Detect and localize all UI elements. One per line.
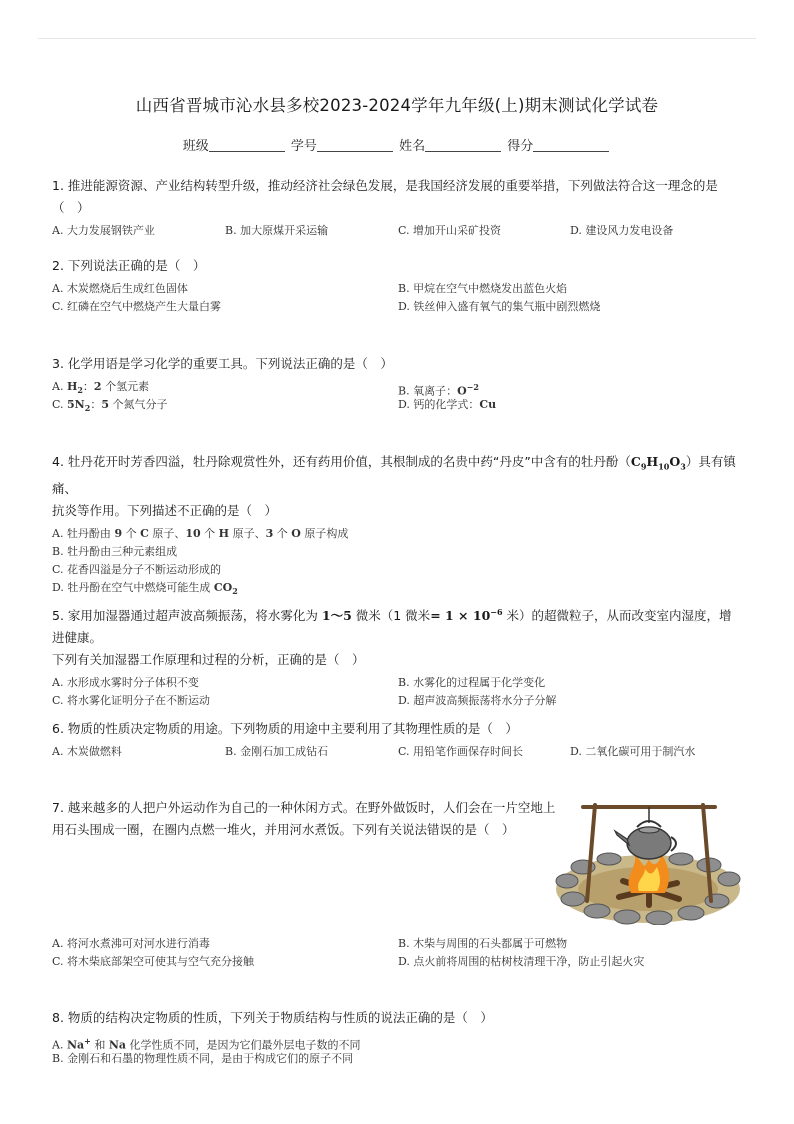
question-4: [52, 451, 744, 597]
q3-option-c: C. $5N_2$：5 个氮气分子: [52, 398, 168, 414]
kettle-icon: [615, 821, 676, 859]
q3-a-formula: H: [66, 380, 78, 393]
header-divider: [38, 38, 756, 39]
question-3: [52, 353, 744, 414]
q6-option-a: A. 木炭做燃料: [52, 745, 122, 758]
campfire-kettle-illustration: [553, 797, 743, 925]
question-8: [52, 1007, 744, 1068]
question-2: [52, 255, 744, 316]
q7-option-c: C. 将木柴底部架空可使其与空气充分接触: [52, 955, 255, 968]
q3-option-a: A. $H_2$：2 个氢元素: [52, 380, 150, 396]
q4-option-b: B. 牡丹酚由三种元素组成: [52, 544, 178, 558]
question-3-stem: 3. 化学用语是学习化学的重要工具。下列说法正确的是（ ）: [52, 356, 393, 371]
q2-option-a: A. 木炭燃烧后生成红色固体: [52, 282, 188, 295]
question-4-stem: 4. 牡丹花开时芳香四溢，牡丹除观赏性外，还有药用价值，其根制成的名贵中药“丹皮”中含有的牡丹酚$(C_9H_{10}O_3)$具有镇痛、 抗炎等作用。下列描述不正确的是（ ）: [52, 454, 736, 518]
q7-option-b: B. 木柴与周围的石头都属于可燃物: [398, 937, 568, 950]
q5-option-b: B. 水雾化的过程属于化学变化: [398, 676, 546, 690]
question-7-options: [52, 935, 744, 971]
q3-c-formula: 5N: [67, 398, 85, 411]
q5-option-a: A. 水形成水雾时分子体积不变: [52, 676, 199, 690]
question-1: [52, 175, 744, 240]
q1-option-b: B. 加大原煤开采运输: [225, 224, 329, 237]
q4-option-c: C. 花香四溢是分子不断运动形成的: [52, 562, 222, 576]
q5-option-d: D. 超声波高频振荡将水分子分解: [398, 694, 557, 708]
q2-option-b: B. 甲烷在空气中燃烧发出蓝色火焰: [398, 282, 568, 295]
score-blank[interactable]: [533, 139, 609, 152]
question-7-stem: 7. 越来越多的人把户外运动作为自己的一种休闲方式。在野外做饭时，人们会在一片空地上 用石头围成一圈，在圈内点燃一堆火，并用河水煮饭。下列有关说法错误的是（ ）: [52, 800, 556, 837]
name-label: 姓名: [399, 139, 426, 154]
q4-option-a: A. 牡丹酚由 9 个 C 原子、10 个 H 原子、3 个 O 原子构成: [52, 526, 349, 540]
question-5: [52, 601, 744, 710]
question-8-stem: 8. 物质的结构决定物质的性质，下列关于物质结构与性质的说法正确的是（ ）: [52, 1010, 493, 1025]
q6-option-d: D. 二氧化碳可用于制汽水: [570, 745, 696, 758]
q1-option-a: A. 大力发展钢铁产业: [52, 224, 155, 237]
name-blank[interactable]: [425, 139, 501, 152]
question-6-stem: 6. 物质的性质决定物质的用途。下列物质的用途中主要利用了其物理性质的是（ ）: [52, 721, 518, 736]
student-info-line: [0, 135, 794, 154]
question-2-stem: 2. 下列说法正确的是（ ）: [52, 258, 206, 273]
class-blank[interactable]: [209, 139, 285, 152]
q4-option-d: D. 牡丹酚在空气中燃烧可能生成 $CO_2$: [52, 580, 238, 596]
number-label: 学号: [290, 139, 317, 154]
page-title: 山西省晋城市沁水县多校2023-2024学年九年级(上)期末测试化学试卷: [135, 96, 659, 115]
q7-option-a: A. 将河水煮沸可对河水进行消毒: [52, 937, 210, 950]
q3-option-d: D. 钙的化学式：Cu: [398, 398, 497, 411]
question-1-stem: 1. 推进能源资源、产业结构转型升级，推动经济社会绿色发展，是我国经济发展的重要举措，下列做法符合这一理念的是（ ）: [52, 178, 718, 215]
q3-d-formula: Cu: [479, 398, 497, 411]
q1-option-d: D. 建设风力发电设备: [570, 224, 674, 237]
q6-option-c: C. 用铅笔作画保存时间长: [398, 745, 524, 758]
question-6: [52, 718, 744, 761]
q7-option-d: D. 点火前将周围的枯树枝清理干净，防止引起火灾: [398, 955, 645, 968]
q5-option-c: C. 将水雾化证明分子在不断运动: [52, 694, 211, 708]
class-label: 班级: [182, 139, 209, 154]
score-label: 得分: [507, 139, 534, 154]
q1-option-c: C. 增加开山采矿投资: [398, 224, 502, 237]
q8-option-a: A. Na+ 和 Na 化学性质不同，是因为它们最外层电子数的不同: [52, 1036, 361, 1052]
q8-option-b: B. 金刚石和石墨的物理性质不同，是由于构成它们的原子不同: [52, 1052, 354, 1065]
number-blank[interactable]: [317, 139, 393, 152]
q3-b-formula: O: [457, 384, 467, 398]
q3-option-b: B. 氧离子：$O^{-2}$: [398, 382, 479, 398]
question-5-stem: 5. 家用加湿器通过超声波高频振荡，将水雾化为 1～5 微米（1 微米= $1 \times 10^{-6}$ 米）的超微粒子，从而改变室内湿度，增进健康。 下列有关加湿器工作原理和过程的分析，正确的是（ ）: [52, 607, 732, 668]
q6-option-b: B. 金刚石加工成钻石: [225, 745, 329, 758]
q2-option-c: C. 红磷在空气中燃烧产生大量白雾: [52, 300, 222, 313]
q2-option-d: D. 铁丝伸入盛有氧气的集气瓶中剧烈燃烧: [398, 300, 601, 313]
